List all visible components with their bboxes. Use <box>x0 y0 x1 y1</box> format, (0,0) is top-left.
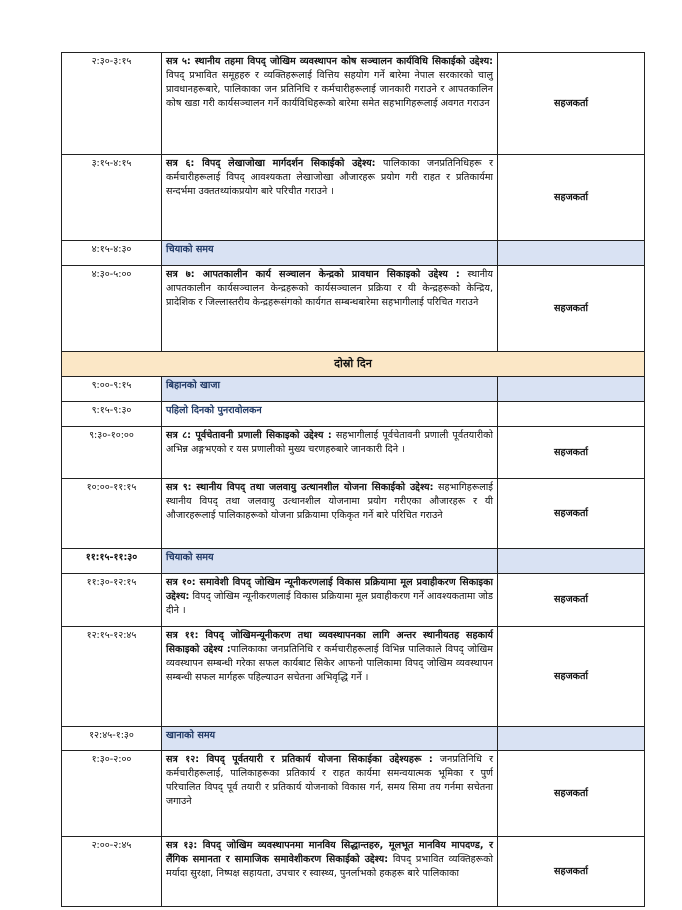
day-header-row <box>62 352 645 377</box>
time-cell: ४:१५-४:३० <box>62 241 162 266</box>
session-objective: जनप्रतिनिधि र कर्मचारीहरूलाई, पालिकाहरूका प्रतिकार्य र राहत कार्यमा समन्वयात्मक भूमिका र पुर्ण परिचालित विपद् पूर्व तयारी र प्रतिकार्य योजनाको विकास गर्न, समय सिमा तय गर्नमा सचेतना जगाउने <box>166 754 493 807</box>
break-label: खानाको समय <box>162 727 498 751</box>
facilitator-cell: सहजकर्ता <box>498 574 645 627</box>
table-row-break <box>62 241 645 266</box>
session-title: सत्र ६: विपद् लेखाजोखा मार्गदर्शन सिकाईको उद्देश्य: <box>166 158 376 169</box>
session-title: सत्र ८: पूर्वचेतावनी प्रणाली सिकाइको उद्देश्य : <box>166 430 332 441</box>
table-row-break <box>62 727 645 751</box>
facilitator-cell: सहजकर्ता <box>498 837 645 907</box>
table-row <box>62 427 645 479</box>
empty-cell <box>498 402 645 427</box>
session-objective: सहभागीलाई पूर्वचेतावनी प्रणाली पूर्वतयारीको अभिन्न अङ्गभएको र यस प्रणालीको मुख्य चरणहरुबारे जानकारी दिने । <box>166 430 493 455</box>
facilitator-cell: सहजकर्ता <box>498 479 645 549</box>
session-title: सत्र ५: स्थानीय तहमा विपद् जोखिम व्यवस्थापन कोष सञ्चालन कार्यविधि सिकाईको उद्देश्य: <box>166 56 493 67</box>
empty-cell <box>498 549 645 574</box>
session-objective: स्थानीय आपतकालीन कार्यसञ्चालन केन्द्रहरूको कार्यसञ्चालन प्रक्रिया र यी केन्द्रहरूको केन्द्रिय, प्रादेशिक र जिल्लास्तरीय केन्द्रहरूसंगको कार्यगत सम्बन्धबारेमा सहभागीलाई परिचित गराउने <box>166 269 493 308</box>
time-cell: २:३०-३:१५ <box>62 53 162 155</box>
time-cell: ९:००-९:१५ <box>62 377 162 402</box>
time-cell: १२:१५-१२:४५ <box>62 627 162 727</box>
time-cell: ११:१५-११:३० <box>62 549 162 574</box>
day-label: दोस्रो दिन <box>62 352 645 377</box>
table-row <box>62 479 645 549</box>
session-objective: विपद् प्रभावित व्यक्तिहरूको मर्यादा सुरक्षा, निष्पक्ष सहायता, उपचार र स्वास्थ्य, पुनर्लाभको हकहरू बारे पालिकाका <box>166 854 493 879</box>
table-row-break <box>62 377 645 402</box>
table-row-break <box>62 549 645 574</box>
empty-cell <box>498 727 645 751</box>
session-title: सत्र ७: आपतकालीन कार्य सञ्चालन केन्द्रको प्रावधान सिकाइको उद्देश्य : <box>166 269 460 280</box>
break-label: बिहानको खाजा <box>162 377 498 402</box>
facilitator-cell: सहजकर्ता <box>498 427 645 479</box>
session-description <box>162 837 498 907</box>
session-title: सत्र ९: स्थानीय विपद् तथा जलवायु उत्थानशील योजना सिकाईको उद्देश्य: <box>166 482 434 493</box>
table-row <box>62 751 645 837</box>
time-cell: ११:३०-१२:१५ <box>62 574 162 627</box>
time-cell: १०:००-११:१५ <box>62 479 162 549</box>
session-description <box>162 574 498 627</box>
time-cell: ९:३०-१०:०० <box>62 427 162 479</box>
session-objective: सहभागिहरूलाई स्थानीय विपद् तथा जलवायु उत्थानशील योजनामा प्रयोग गरीएका औजारहरू र यी औजारहरूलाई पालिकाहरूको योजना प्रक्रियामा एकिकृत गर्ने बारे परिचित गराउने <box>166 482 493 521</box>
session-title: सत्र १३: विपद् जोखिम व्यवस्थापनमा मानविय सिद्धान्तहरु, मूलभूत मानविय मापदण्ड, र लैंगिक समानता र सामाजिक समावेशीकरण सिकाईको उद्देश्य: <box>166 840 493 865</box>
empty-cell <box>498 241 645 266</box>
break-label: चियाको समय <box>162 241 498 266</box>
session-description <box>162 751 498 837</box>
session-description <box>162 53 498 155</box>
table-row <box>62 402 645 427</box>
schedule-table <box>61 52 645 907</box>
facilitator-cell: सहजकर्ता <box>498 627 645 727</box>
table-row <box>62 53 645 155</box>
session-objective: विपद् प्रभावित समूहहरु र व्यक्तिहरूलाई वित्तिय सहयोग गर्ने बारेमा नेपाल सरकारको चालु प्रावधानहरूबारे, पालिकाका जन प्रतिनिधि र कर्मचारीहरूलाई जानकारी गराउने र आपतकालिन कोष खडा गरी कार्यसञ्चालन गर्ने कार्यविधिहरूको बारेमा समेत सहभागिहरूलाई अवगत गराउन <box>166 70 493 109</box>
facilitator-cell: सहजकर्ता <box>498 53 645 155</box>
facilitator-cell: सहजकर्ता <box>498 155 645 241</box>
session-title: सत्र १०: समावेशी विपद् जोखिम न्यूनीकरणलाई विकास प्रक्रियामा मूल प्रवाहीकरण सिकाइका उद्देश्य: <box>166 577 493 602</box>
session-description <box>162 627 498 727</box>
session-description <box>162 427 498 479</box>
time-cell: १:३०-२:०० <box>62 751 162 837</box>
session-objective: पालिकाका जनप्रतिनिधिहरू र कर्मचारीहरूलाई विपद् आवश्यकता लेखाजोखा औजारहरू प्रयोग गरी राहत र प्रतिकार्यमा सन्दर्भमा उक्ततथ्यांकप्रयोग बारे परिचीत गराउने । <box>166 158 493 197</box>
time-cell: २:००-२:४५ <box>62 837 162 907</box>
session-title: सत्र १२: विपद् पूर्वतयारी र प्रतिकार्य योजना सिकाईका उद्देश्यहरू : <box>166 754 433 765</box>
table-row <box>62 627 645 727</box>
time-cell: १२:४५-१:३० <box>62 727 162 751</box>
facilitator-cell: सहजकर्ता <box>498 266 645 352</box>
empty-cell <box>498 377 645 402</box>
session-description <box>162 266 498 352</box>
table-row <box>62 266 645 352</box>
break-label: चियाको समय <box>162 549 498 574</box>
table-row <box>62 155 645 241</box>
table-row <box>62 574 645 627</box>
table-row <box>62 837 645 907</box>
session-objective: विपद् जोखिम न्यूनीकरणलाई विकास प्रक्रियामा मूल प्रवाहीकरण गर्ने आवश्यकतामा जोड दीने । <box>166 591 493 616</box>
session-objective: पालिकाका जनप्रतिनिधि र कर्मचारीहरूलाई विभिन्न पालिकाले विपद् जोखिम व्यवस्थापन सम्बन्धी गरेका सफल कार्यबाट सिकेर आफनो पालिकामा विपद् जोखिम व्यवस्थापन सम्बन्धी सफल मार्गहरू पहिल्याउन सचेतना अभिवृद्धि गर्ने । <box>166 644 493 683</box>
session-description <box>162 479 498 549</box>
facilitator-cell: सहजकर्ता <box>498 751 645 837</box>
session-description <box>162 155 498 241</box>
session-title: सत्र ११: विपद् जोखिमन्यूनीकरण तथा व्यवस्थापनका लागि अन्तर स्थानीयतह सहकार्य सिकाइको उद्देश्य : <box>166 630 493 655</box>
time-cell: ४:३०-५:०० <box>62 266 162 352</box>
time-cell: ९:१५-९:३० <box>62 402 162 427</box>
review-label: पहिलो दिनको पुनरावोलकन <box>162 402 498 427</box>
time-cell: ३:१५-४:१५ <box>62 155 162 241</box>
